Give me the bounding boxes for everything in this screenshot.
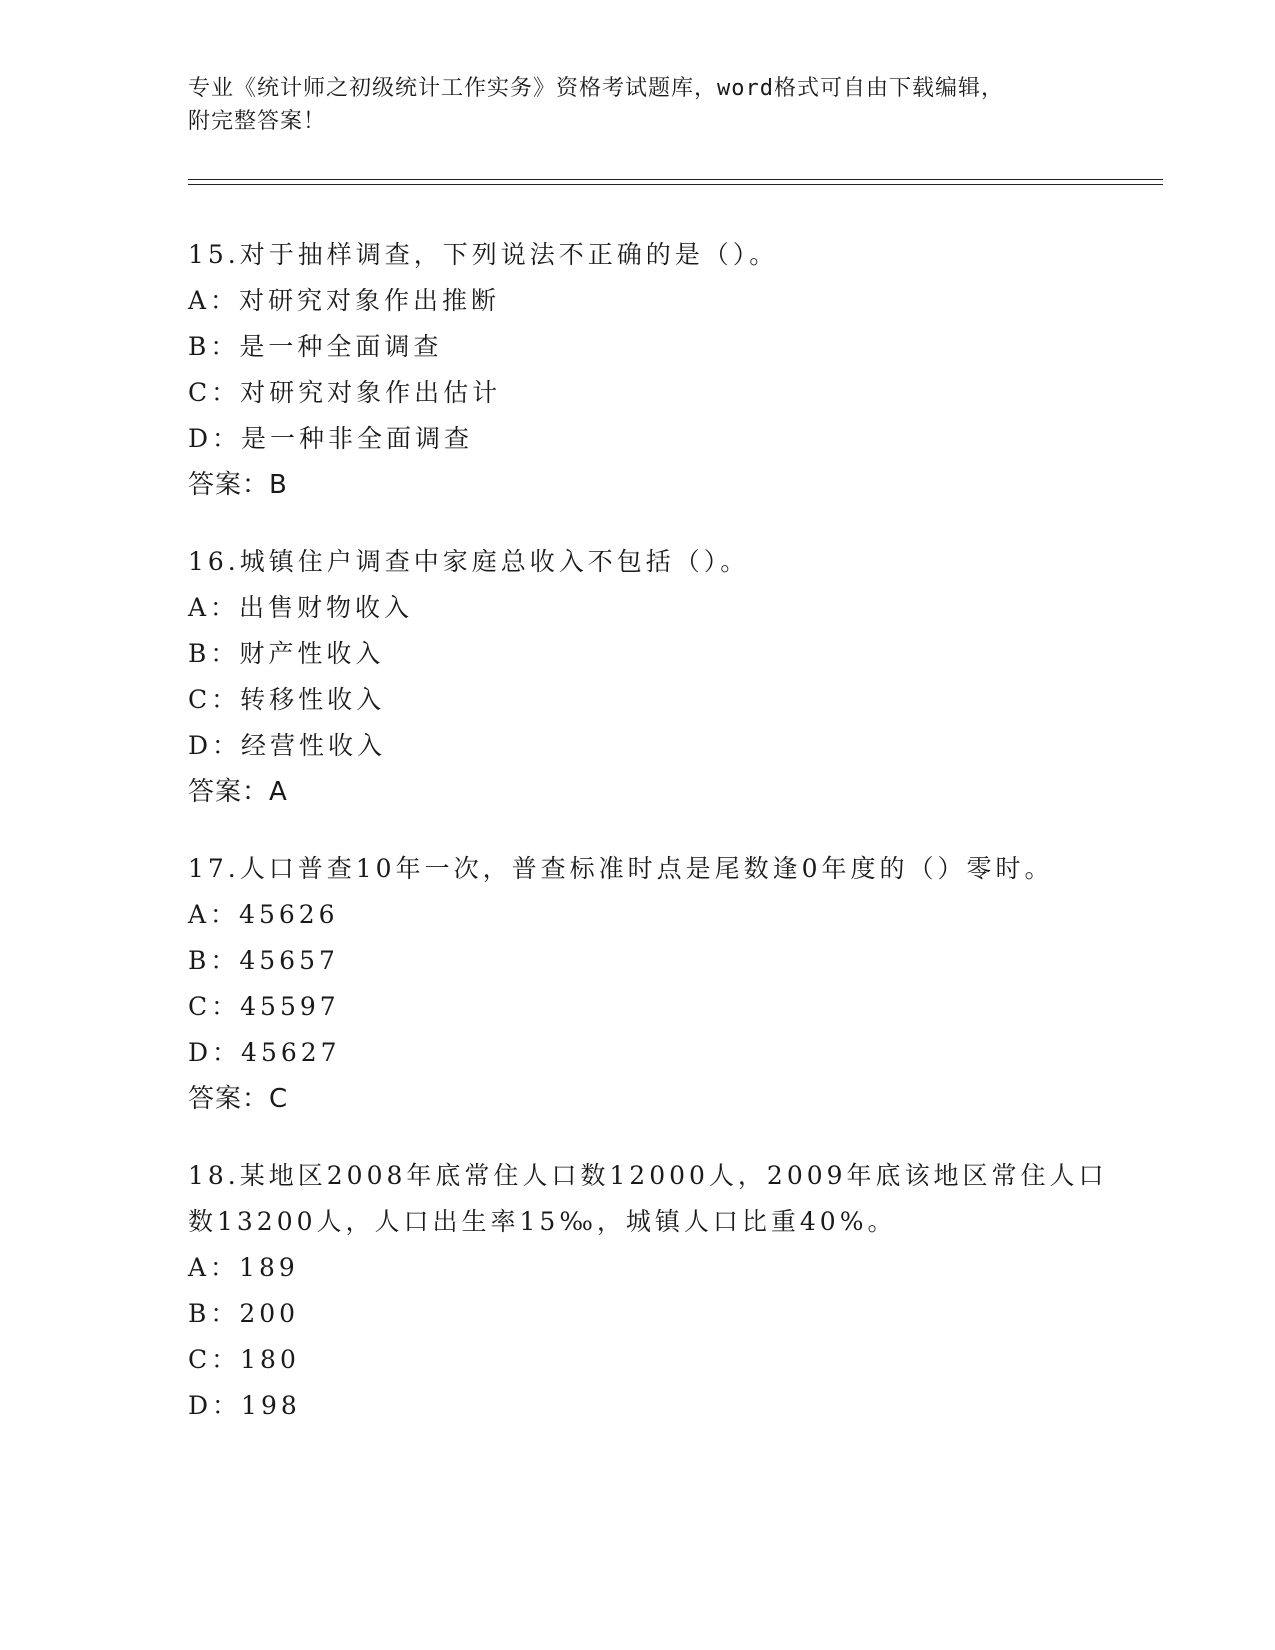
option-a: A：对研究对象作出推断 (188, 286, 501, 315)
question-18 (188, 1153, 1148, 1429)
option-c: C：对研究对象作出估计 (188, 378, 502, 407)
header-divider-top (188, 179, 1163, 180)
header-line-2: 附完整答案！ (188, 109, 327, 134)
question-stem-line-2: 数13200人，人口出生率15‰，城镇人口比重40%。 (188, 1207, 897, 1236)
question-stem: 15.对于抽样调查，下列说法不正确的是（）。 (188, 240, 779, 269)
question-stem: 16.城镇住户调查中家庭总收入不包括（）。 (188, 547, 750, 576)
question-stem: 17.人口普查10年一次，普查标准时点是尾数逢0年度的（）零时。 (188, 854, 1054, 883)
option-c: C：转移性收入 (188, 685, 386, 714)
option-d: D：经营性收入 (188, 731, 387, 760)
question-17 (188, 846, 1148, 1122)
question-16 (188, 539, 1148, 815)
header-line-1: 专业《统计师之初级统计工作实务》资格考试题库，word格式可自由下载编辑， (188, 76, 1004, 101)
option-b: B：财产性收入 (188, 639, 385, 668)
option-b: B：45657 (188, 946, 339, 975)
option-b: B：200 (188, 1299, 300, 1328)
option-c: C：180 (188, 1345, 300, 1374)
answer-line: 答案：A (188, 777, 288, 807)
question-stem-line-1: 18.某地区2008年底常住人口数12000人，2009年底该地区常住人口 (188, 1161, 1108, 1190)
option-c: C：45597 (188, 992, 340, 1021)
question-15 (188, 232, 1148, 508)
answer-line: 答案：C (188, 1084, 289, 1114)
answer-line: 答案：B (188, 470, 288, 500)
document-header (188, 72, 1088, 138)
question-list (188, 232, 1148, 1460)
option-a: A：出售财物收入 (188, 593, 414, 622)
option-a: A：45626 (188, 900, 339, 929)
option-b: B：是一种全面调查 (188, 332, 443, 361)
header-divider-bottom (188, 184, 1163, 185)
option-d: D：是一种非全面调查 (188, 424, 474, 453)
option-d: D：45627 (188, 1038, 341, 1067)
option-d: D：198 (188, 1391, 301, 1420)
option-a: A：189 (188, 1253, 299, 1282)
